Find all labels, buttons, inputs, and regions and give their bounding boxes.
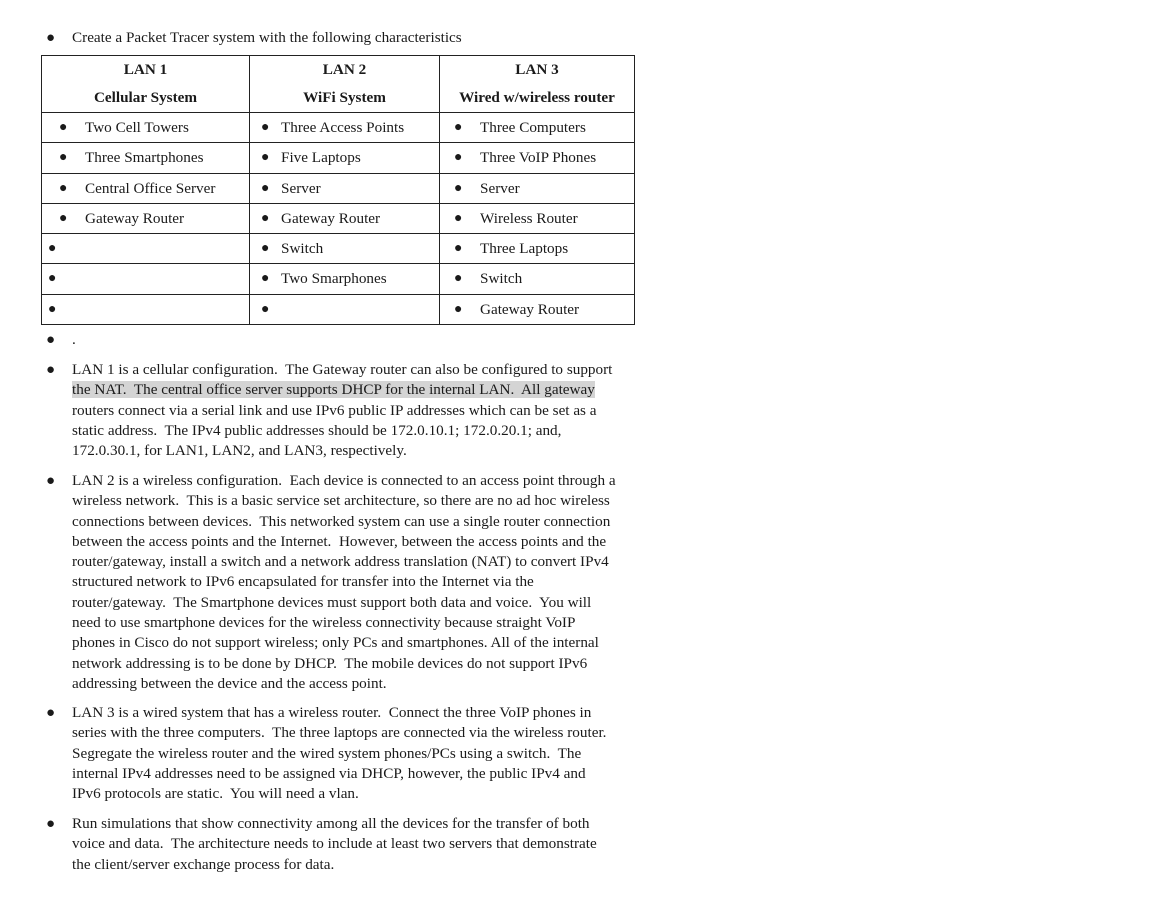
table-cell: ●: [42, 294, 250, 324]
paragraph-line: connections between devices. This networked system can use a single router connection: [72, 512, 611, 530]
paragraph-line-highlighted: [72, 380, 662, 400]
lan-requirements-table: [41, 55, 635, 325]
header-lan2-title: LAN 2: [322, 61, 367, 78]
cell-text: Gateway Router: [85, 209, 185, 227]
lan3-text: [72, 703, 662, 804]
cell-text: Three Smartphones: [85, 149, 204, 167]
cell-text: Five Laptops: [281, 149, 361, 167]
lan2-text: [72, 471, 662, 694]
header-lan3-title: LAN 3: [515, 61, 559, 78]
highlighted-text: the NAT. The central office server supports DHCP for the internal LAN. All gateway: [72, 381, 595, 399]
table-cell: ●: [42, 264, 250, 294]
paragraph-line: LAN 2 is a wireless configuration. Each device is connected to an access point through a: [72, 472, 616, 489]
paragraph-line: router/gateway. The Smartphone devices must support both data and voice. You will: [72, 593, 592, 611]
header-lan3-subtitle: Wired w/wireless router: [459, 89, 615, 106]
bullet-dot: ●: [46, 362, 56, 378]
paragraph-line: need to use smartphone devices for the wireless connectivity because straight VoIP: [72, 614, 576, 632]
paragraph-line: LAN 3 is a wired system that has a wireless router. Connect the three VoIP phones in: [72, 704, 592, 721]
table-row: [42, 113, 635, 143]
paragraph-line: router/gateway, install a switch and a network address translation (NAT) to convert IPv4: [72, 553, 609, 571]
cell-text: Gateway Router: [480, 300, 580, 318]
table-cell: ● Gateway Router: [250, 203, 440, 233]
cell-text: Three Access Points: [281, 119, 405, 136]
table-cell: ● Central Office Server: [42, 173, 250, 203]
paragraph-line: wireless network. This is a basic service set architecture, so there are no ad hoc wireless: [72, 492, 610, 510]
paragraph-line: Segregate the wireless router and the wired system phones/PCs using a switch. The: [72, 744, 582, 762]
paragraph-line: IPv6 protocols are static. You will need a vlan.: [72, 785, 359, 803]
table-cell: ● Five Laptops: [250, 143, 440, 173]
paragraph-line: voice and data. The architecture needs to include at least two servers that demonstrate: [72, 835, 597, 853]
table-row: [42, 234, 635, 264]
table-cell: ● Two Cell Towers: [42, 113, 250, 143]
cell-text: Server: [281, 179, 321, 197]
header-lan2: [250, 56, 440, 113]
bullet-dot: ●: [46, 816, 56, 832]
table-cell: ● Three VoIP Phones: [440, 143, 635, 173]
paragraph-line: the client/server exchange process for data.: [72, 855, 335, 873]
paragraph-line: LAN 1 is a cellular configuration. The Gateway router can also be configured to support: [72, 361, 613, 378]
table-cell: ● Three Computers: [440, 113, 635, 143]
paragraph-line: static address. The IPv4 public addresses should be 172.0.10.1; 172.0.20.1; and,: [72, 421, 562, 439]
table-row: [42, 294, 635, 324]
cell-text: Gateway Router: [281, 209, 381, 227]
bullet-dot: ●: [46, 705, 56, 721]
cell-text: Three Computers: [480, 119, 586, 136]
header-lan1: [42, 56, 250, 113]
table-cell: ● Two Smarphones: [250, 264, 440, 294]
bullet-dot: ●: [46, 332, 56, 348]
paragraph-line: internal IPv4 addresses need to be assigned via DHCP, however, the public IPv4 and: [72, 764, 586, 782]
table-cell: ● Wireless Router: [440, 203, 635, 233]
cell-text: Switch: [281, 240, 324, 258]
cell-text: Switch: [480, 270, 523, 288]
stray-bullet-text: .: [72, 331, 76, 348]
cell-text: Three Laptops: [480, 240, 569, 258]
table-row: [42, 203, 635, 233]
bullet-dot: ●: [46, 473, 56, 489]
table-cell: ●: [42, 234, 250, 264]
table-row: [42, 264, 635, 294]
header-lan1-title: LAN 1: [123, 61, 168, 78]
bullet-dot: ●: [46, 30, 56, 46]
intro-text: Create a Packet Tracer system with the following characteristics: [72, 29, 462, 46]
table-cell: ● Switch: [440, 264, 635, 294]
simulation-text: [72, 814, 662, 875]
table-cell: ●: [250, 294, 440, 324]
cell-text: Two Cell Towers: [85, 119, 189, 136]
cell-text: Central Office Server: [85, 179, 216, 197]
paragraph-line: phones in Cisco do not support wireless; only PCs and smartphones. All of the internal: [72, 634, 599, 652]
cell-text: Server: [480, 179, 520, 197]
table-cell: ● Three Access Points: [250, 113, 440, 143]
paragraph-line: series with the three computers. The three laptops are connected via the wireless router.: [72, 724, 607, 742]
table-row: [42, 143, 635, 173]
table-cell: ● Server: [250, 173, 440, 203]
table-cell: ● Switch: [250, 234, 440, 264]
paragraph-line: between the access points and the Internet. However, between the access points and the: [72, 532, 607, 550]
header-lan1-subtitle: Cellular System: [93, 89, 198, 106]
header-lan3: [440, 56, 635, 113]
table-row: [42, 173, 635, 203]
table-cell: ● Three Smartphones: [42, 143, 250, 173]
cell-text: Two Smarphones: [281, 270, 387, 288]
paragraph-line: Run simulations that show connectivity among all the devices for the transfer of both: [72, 815, 590, 832]
cell-text: Three VoIP Phones: [480, 149, 597, 167]
table-header-row: [42, 56, 635, 113]
table-cell: ● Server: [440, 173, 635, 203]
header-lan2-subtitle: WiFi System: [303, 89, 386, 106]
paragraph-line: routers connect via a serial link and use IPv6 public IP addresses which can be set as a: [72, 401, 597, 419]
paragraph-line: 172.0.30.1, for LAN1, LAN2, and LAN3, respectively.: [72, 442, 407, 460]
paragraph-line: network addressing is to be done by DHCP. The mobile devices do not support IPv6: [72, 654, 588, 672]
table-cell: ● Gateway Router: [440, 294, 635, 324]
paragraph-line: structured network to IPv6 encapsulated for transfer into the Internet via the: [72, 573, 534, 591]
paragraph-line: addressing between the device and the access point.: [72, 674, 387, 692]
table-cell: ● Gateway Router: [42, 203, 250, 233]
table-cell: ● Three Laptops: [440, 234, 635, 264]
lan1-text: [72, 360, 662, 461]
cell-text: Wireless Router: [480, 209, 578, 227]
